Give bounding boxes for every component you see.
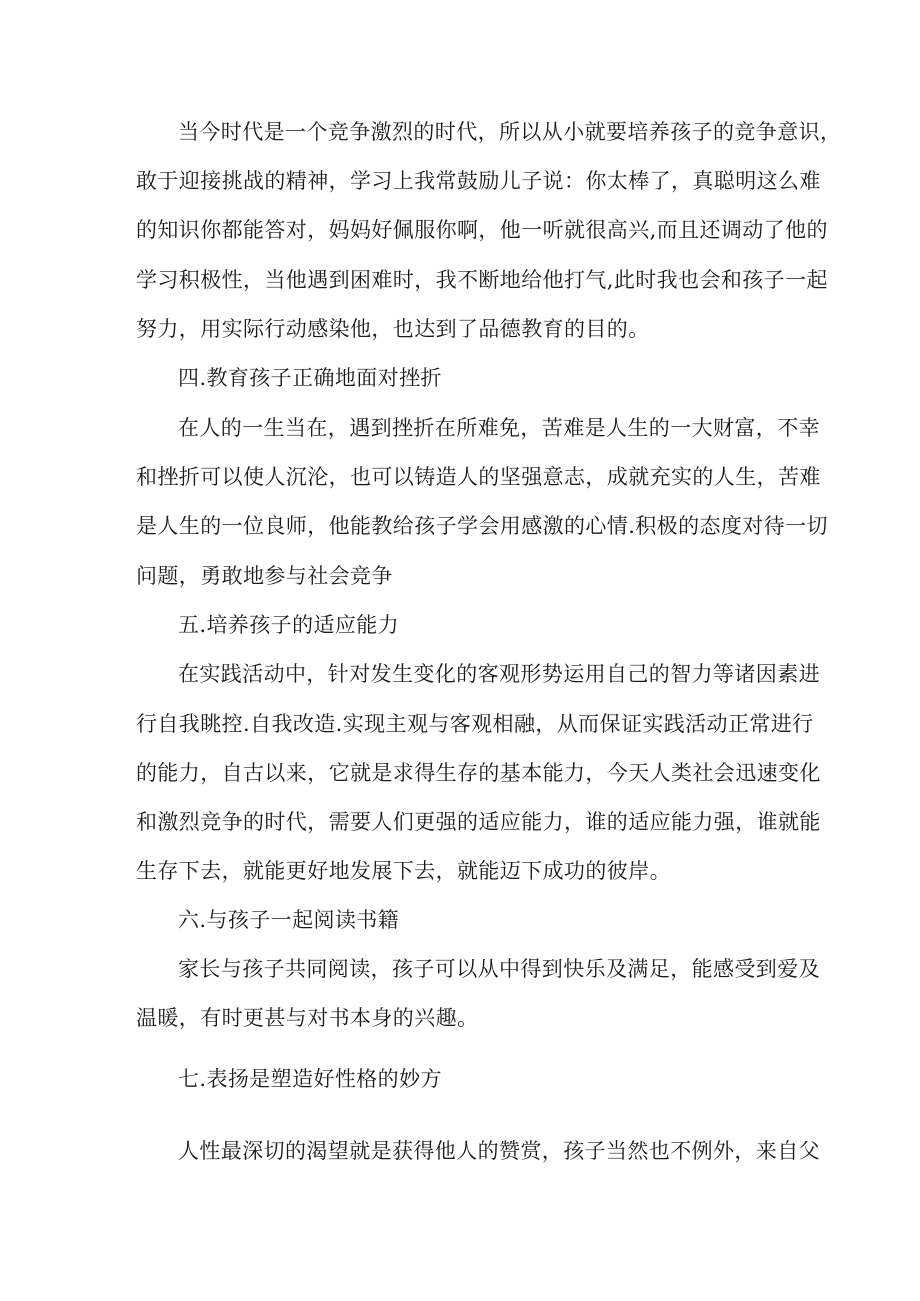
paragraph-line: 行自我眺控.自我改造.实现主观与客观相融，从而保证实践活动正常进行 xyxy=(136,712,814,736)
paragraph-line: 敢于迎接挑战的精神，学习上我常鼓励儿子说：你太棒了，真聪明这么难 xyxy=(136,169,821,193)
paragraph-line: 当今时代是一个竞争激烈的时代，所以从小就要培养孩子的竞争意识， xyxy=(178,120,842,144)
paragraph-line: 家长与孩子共同阅读，孩子可以从中得到快乐及满足，能感受到爱及 xyxy=(178,957,820,981)
section-heading: 五.培养孩子的适应能力 xyxy=(178,613,400,637)
section-heading: 六.与孩子一起阅读书籍 xyxy=(178,908,400,932)
paragraph-line: 生存下去，就能更好地发展下去，就能迈下成功的彼岸。 xyxy=(136,859,671,883)
paragraph-line: 的知识你都能答对，妈妈好佩服你啊，他一听就很高兴,而且还调动了他的 xyxy=(136,218,828,242)
paragraph-line: 的能力，自古以来，它就是求得生存的基本能力，今天人类社会迅速变化 xyxy=(136,761,821,785)
paragraph-line: 学习积极性，当他遇到困难时，我不断地给他打气,此时我也会和孩子一起 xyxy=(136,268,828,292)
paragraph-line: 和挫折可以使人沉沦，也可以铸造人的坚强意志，成就充实的人生，苦难 xyxy=(136,465,821,489)
paragraph-line: 在实践活动中，针对发生变化的客观形势运用自己的智力等诸因素进 xyxy=(178,662,820,686)
paragraph-line: 问题，勇敢地参与社会竞争 xyxy=(136,564,393,588)
paragraph-line: 是人生的一位良师，他能教给孩子学会用感激的心情.积极的态度对待一切 xyxy=(136,514,828,538)
section-heading: 四.教育孩子正确地面对挫折 xyxy=(178,366,442,390)
paragraph-line: 和激烈竞争的时代，需要人们更强的适应能力，谁的适应能力强，谁就能 xyxy=(136,810,821,834)
paragraph-line: 温暖，有时更甚与对书本身的兴趣。 xyxy=(136,1006,479,1030)
paragraph-line: 努力，用实际行动感染他，也达到了品德教育的目的。 xyxy=(136,317,650,341)
paragraph-line: 人性最深切的渴望就是获得他人的赞赏，孩子当然也不例外，来自父 xyxy=(178,1139,820,1163)
paragraph-line: 在人的一生当在，遇到挫折在所难免，苦难是人生的一大财富，不幸 xyxy=(178,416,820,440)
section-heading: 七.表扬是塑造好性格的妙方 xyxy=(178,1067,442,1091)
